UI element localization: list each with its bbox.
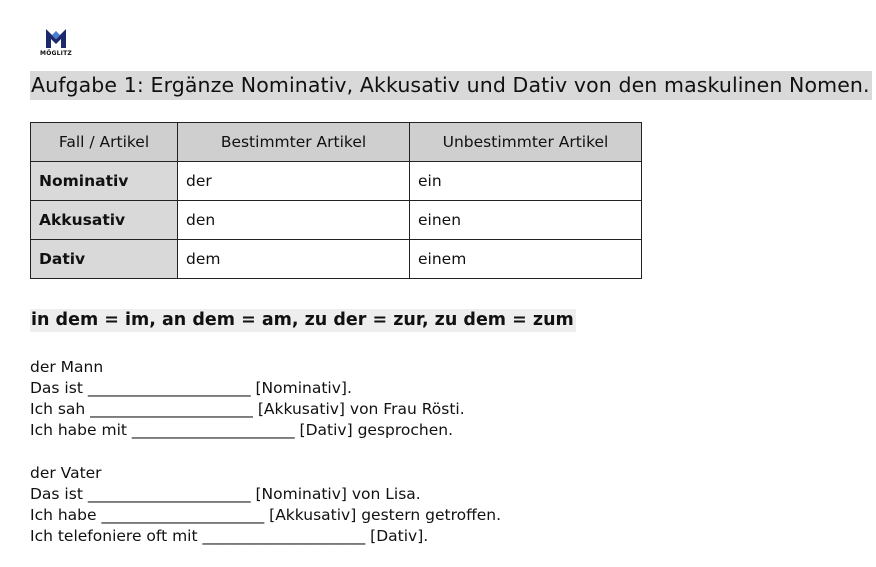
brand-logo xyxy=(38,26,78,60)
indefinite-cell: einem xyxy=(410,240,642,279)
indefinite-cell: ein xyxy=(410,162,642,201)
exercise-sentence: Das ist _____________________ [Nominativ] von Lisa. xyxy=(30,485,421,503)
exercise-sentence: Ich telefoniere oft mit _____________________ [Dativ]. xyxy=(30,527,429,545)
header-indefinite: Unbestimmter Artikel xyxy=(410,123,642,162)
exercise-noun: der Mann xyxy=(30,358,104,376)
definite-cell: dem xyxy=(178,240,410,279)
indefinite-cell: einen xyxy=(410,201,642,240)
table-row xyxy=(31,240,642,279)
exercise-block-mann xyxy=(30,357,465,441)
table-row xyxy=(31,162,642,201)
exercise-title: Aufgabe 1: Ergänze Nominativ, Akkusativ und Dativ von den maskulinen Nomen. xyxy=(30,71,872,100)
exercise-sentence: Ich habe mit _____________________ [Dativ] gesprochen. xyxy=(30,421,454,439)
case-cell: Nominativ xyxy=(31,162,178,201)
header-case: Fall / Artikel xyxy=(31,123,178,162)
exercise-noun: der Vater xyxy=(30,464,102,482)
definite-cell: den xyxy=(178,201,410,240)
logo-brand-text: MÖGLITZ xyxy=(40,50,72,57)
exercise-block-vater xyxy=(30,463,501,547)
exercise-sentence: Das ist _____________________ [Nominativ]. xyxy=(30,379,352,397)
logo-m-icon xyxy=(38,26,74,50)
case-cell: Dativ xyxy=(31,240,178,279)
exercise-sentence: Ich habe _____________________ [Akkusativ] gestern getroffen. xyxy=(30,506,502,524)
table-header-row xyxy=(31,123,642,162)
exercise-sentence: Ich sah _____________________ [Akkusativ] von Frau Rösti. xyxy=(30,400,465,418)
article-table xyxy=(30,122,642,279)
contraction-rules: in dem = im, an dem = am, zu der = zur, zu dem = zum xyxy=(31,310,574,330)
definite-cell: der xyxy=(178,162,410,201)
case-cell: Akkusativ xyxy=(31,201,178,240)
table-row xyxy=(31,201,642,240)
header-definite: Bestimmter Artikel xyxy=(178,123,410,162)
